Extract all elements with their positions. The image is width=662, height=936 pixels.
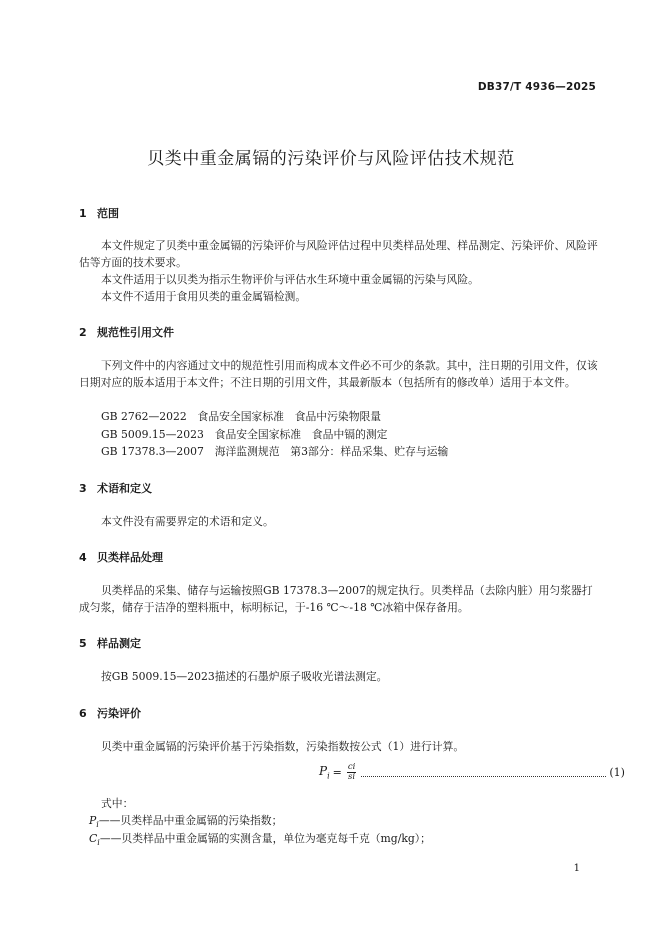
section-number: 1 — [79, 207, 87, 220]
formula-number: (1) — [609, 766, 625, 779]
section-title: 术语和定义 — [97, 482, 152, 495]
formula-numerator: ci — [347, 762, 356, 772]
section-title: 污染评价 — [97, 707, 141, 720]
formula-lhs: $P_i$ — [319, 764, 330, 781]
formula-denominator: si — [348, 772, 356, 782]
section-number: 4 — [79, 551, 87, 564]
paragraph: 按GB 5009.15—2023描述的石墨炉原子吸收光谱法测定。 — [101, 670, 388, 683]
paragraph: 本文件规定了贝类中重金属镉的污染评价与风险评估过程中贝类样品处理、样品测定、污染评价、风险评估等方面的技术要求。 — [79, 239, 598, 269]
paragraph: 本文件不适用于食用贝类的重金属镉检测。 — [101, 290, 307, 303]
reference-item: GB 2762—2022 食品安全国家标准 食品中污染物限量 — [101, 410, 382, 423]
page-number: 1 — [573, 863, 580, 874]
section-3-body — [79, 513, 603, 530]
paragraph: 贝类中重金属镉的污染评价基于污染指数，污染指数按公式（1）进行计算。 — [101, 740, 465, 753]
section-5-heading — [79, 635, 141, 651]
section-4-heading — [79, 549, 163, 565]
section-4-body — [79, 582, 603, 616]
section-2-body — [79, 357, 603, 391]
reference-item: GB 17378.3—2007 海洋监测规范 第3部分：样品采集、贮存与运输 — [101, 445, 449, 458]
section-title: 范围 — [97, 207, 119, 220]
paragraph: 贝类样品的采集、储存与运输按照GB 17378.3—2007的规定执行。贝类样品（去除内脏）用匀浆器打成匀浆，储存于洁净的塑料瓶中，标明标记，于-16 ℃～-18 ℃冰箱中保存备用。 — [79, 584, 593, 614]
paragraph: 下列文件中的内容通过文中的规范性引用而构成本文件必不可少的条款。其中，注日期的引用文件，仅该日期对应的版本适用于本文件；不注日期的引用文件，其最新版本（包括所有的修改单）适用于本文件。 — [79, 359, 598, 389]
section-number: 3 — [79, 482, 87, 495]
paragraph: 本文件适用于以贝类为指示生物评价与评估水生环境中重金属镉的污染与风险。 — [101, 273, 479, 286]
document-code: DB37/T 4936—2025 — [477, 81, 596, 93]
formula-fraction — [347, 763, 356, 782]
definition-item: $P_i——$贝类样品中重金属镉的污染指数； — [89, 814, 283, 830]
section-title: 规范性引用文件 — [97, 326, 174, 339]
definition-item: $C_i——$贝类样品中重金属镉的实测含量，单位为毫克每千克（mg/kg）； — [89, 832, 431, 848]
section-6-heading — [79, 705, 141, 721]
paragraph: 本文件没有需要界定的术语和定义。 — [101, 515, 274, 528]
section-number: 6 — [79, 707, 87, 720]
formula-1 — [319, 763, 625, 782]
section-1-heading — [79, 205, 119, 221]
document-title: 贝类中重金属镉的污染评价与风险评估技术规范 — [147, 149, 515, 169]
dot-leader — [361, 768, 606, 777]
reference-item: GB 5009.15—2023 食品安全国家标准 食品中镉的测定 — [101, 428, 388, 441]
formula-equals: = — [332, 766, 342, 779]
section-5-body — [79, 668, 603, 685]
section-number: 2 — [79, 326, 87, 339]
section-1-body — [79, 237, 603, 305]
section-number: 5 — [79, 637, 87, 650]
section-3-heading — [79, 480, 152, 496]
where-label: 式中： — [101, 797, 134, 810]
section-title: 样品测定 — [97, 637, 141, 650]
section-6-body — [79, 738, 603, 755]
section-2-heading — [79, 324, 174, 340]
section-title: 贝类样品处理 — [97, 551, 163, 564]
